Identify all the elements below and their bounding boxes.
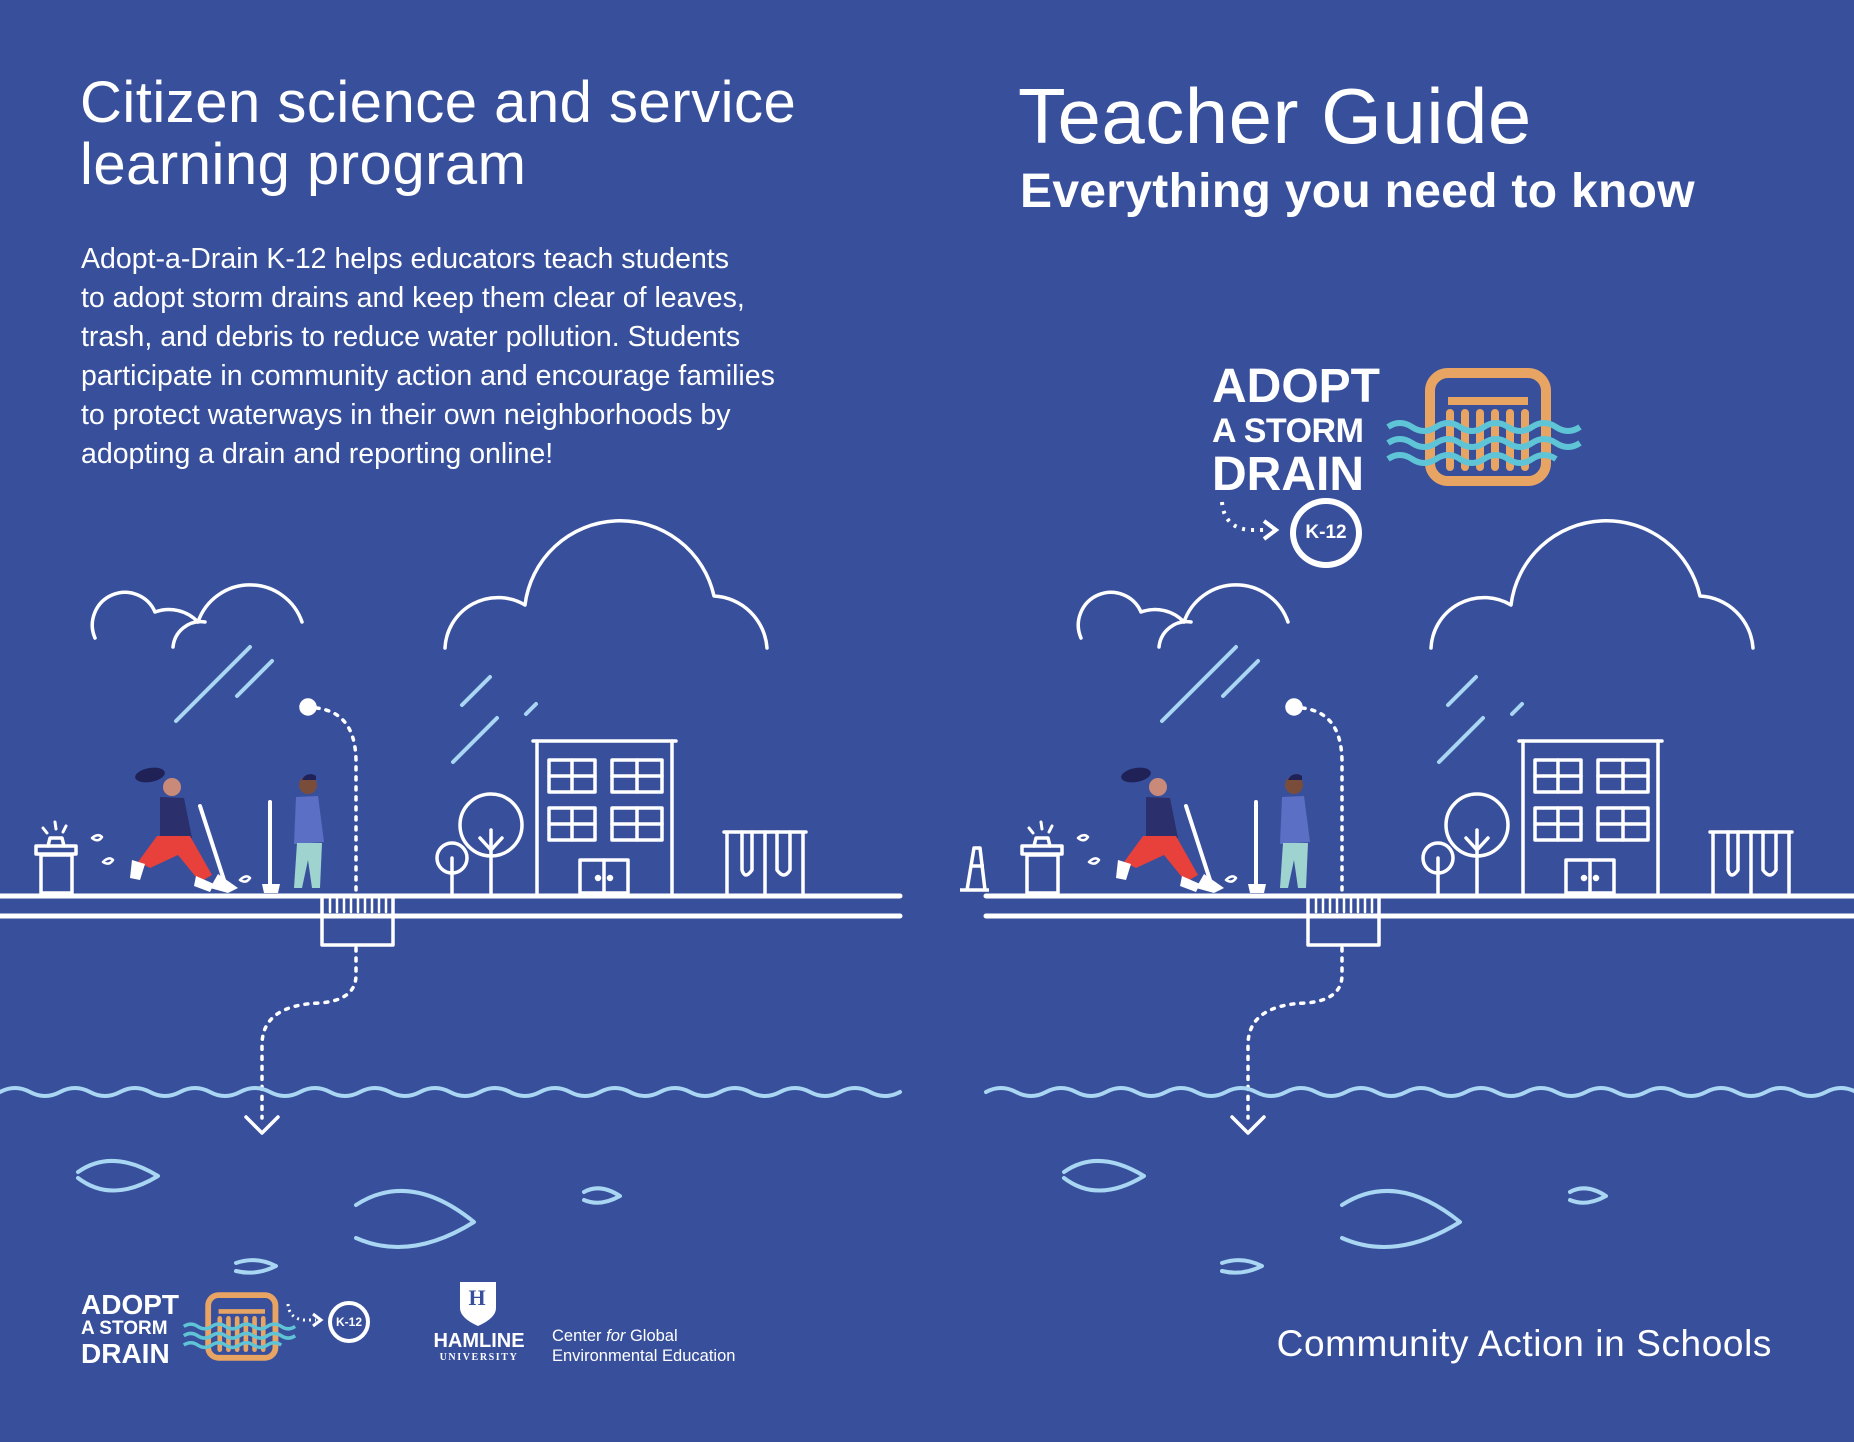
arrow-right-icon bbox=[1222, 502, 1268, 530]
page-title: Teacher Guide bbox=[1018, 72, 1532, 160]
storm-drain-grate-icon bbox=[1388, 373, 1580, 481]
page-subtitle: Everything you need to know bbox=[1020, 165, 1695, 218]
adopt-a-storm-drain-logo-small: ADOPT A STORM DRAIN bbox=[81, 1289, 179, 1369]
hamline-logo-university: UNIVERSITY bbox=[439, 1352, 519, 1363]
program-description: Adopt-a-Drain K-12 helps educators teach students to adopt storm drains and keep them clear of leaves, trash, and debris to reduce water pollution. Students participate in community action and encourage families to protect waterways in their own neighborhoods by adopting a drain and reporting online! bbox=[81, 243, 775, 470]
k12-badge-small: K-12 bbox=[328, 1301, 370, 1343]
cgee-logo-line1: Center for Global bbox=[552, 1327, 678, 1345]
traffic-cone-icon bbox=[960, 848, 989, 890]
arrow-right-icon bbox=[288, 1304, 316, 1320]
k12-badge: K-12 bbox=[1290, 498, 1362, 568]
storm-drain-grate-icon bbox=[184, 1295, 295, 1358]
hamline-crest-letter: H bbox=[468, 1285, 486, 1310]
tagline: Community Action in Schools bbox=[1276, 1323, 1772, 1364]
adopt-a-storm-drain-logo: ADOPT A STORM DRAIN bbox=[1212, 360, 1380, 501]
cgee-logo-line2: Environmental Education bbox=[552, 1347, 736, 1365]
left-heading: Citizen science and service learning program bbox=[80, 70, 797, 197]
hamline-logo-name: HAMLINE bbox=[433, 1330, 525, 1352]
